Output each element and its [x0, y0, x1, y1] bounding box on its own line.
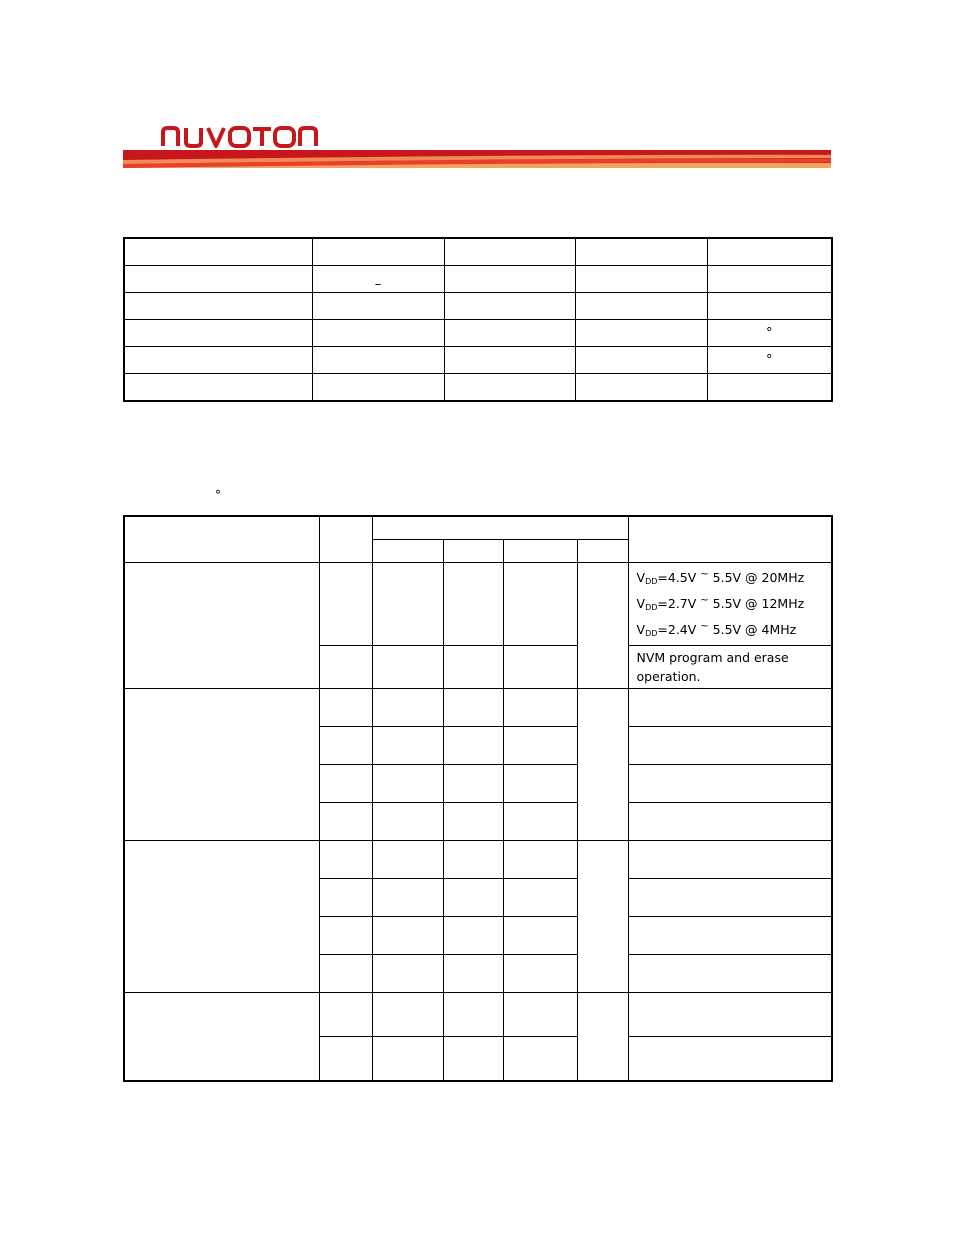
- table-cell: [443, 1037, 503, 1081]
- degree-note: °: [215, 488, 221, 502]
- table-cell: [372, 803, 443, 841]
- table-cell: [707, 238, 832, 266]
- table-row: [124, 993, 832, 1037]
- table-cell: [503, 563, 577, 646]
- table-cell: [628, 993, 832, 1037]
- table-cell: [124, 689, 319, 841]
- table-row: [124, 563, 832, 646]
- table-cell: [319, 841, 372, 879]
- table-cell: [444, 347, 575, 374]
- table-row: [124, 238, 832, 266]
- table-cell: [372, 879, 443, 917]
- table-cell: [372, 993, 443, 1037]
- table-header-row: [124, 516, 832, 540]
- nvm-condition-line: NVM program and erase: [636, 650, 789, 665]
- table-cell: [577, 563, 628, 689]
- table-cell: [124, 293, 312, 320]
- table-cell: [503, 803, 577, 841]
- table-cell: [319, 879, 372, 917]
- table-cell: [707, 293, 832, 320]
- table-cell: [575, 266, 707, 293]
- table-cell: [628, 917, 832, 955]
- specs-table-1: [123, 237, 833, 402]
- table-cell: [575, 238, 707, 266]
- condition-cell-vdd: [628, 563, 832, 646]
- table-cell: [628, 803, 832, 841]
- table-header-cell: [503, 540, 577, 563]
- table-cell: [372, 955, 443, 993]
- table-cell: [503, 689, 577, 727]
- table-cell: [124, 841, 319, 993]
- table-cell: [124, 374, 312, 402]
- table-cell: [707, 374, 832, 402]
- table-cell: [628, 955, 832, 993]
- table-cell: [319, 765, 372, 803]
- table-cell: [443, 727, 503, 765]
- table-cell: [577, 689, 628, 841]
- table-cell: [628, 879, 832, 917]
- table-cell: [503, 646, 577, 689]
- table-cell: [312, 320, 444, 347]
- table-cell: [312, 266, 444, 293]
- specs-table-2: [123, 515, 833, 1082]
- table-row: [124, 689, 832, 727]
- table-header-cell: [124, 516, 319, 563]
- table-cell: [124, 238, 312, 266]
- table-header-cell: [372, 540, 443, 563]
- table-row: [124, 320, 832, 347]
- table-cell: [503, 765, 577, 803]
- table-cell: [443, 765, 503, 803]
- table-cell: [312, 374, 444, 402]
- table-cell: [319, 955, 372, 993]
- table-cell: [575, 374, 707, 402]
- table-cell: [319, 803, 372, 841]
- table-cell: [443, 563, 503, 646]
- table-cell: [312, 238, 444, 266]
- table-cell: [628, 727, 832, 765]
- table-cell: [372, 765, 443, 803]
- table-cell: [503, 917, 577, 955]
- table-cell: [575, 320, 707, 347]
- table-cell: [372, 917, 443, 955]
- table-cell: [503, 1037, 577, 1081]
- table-cell: [372, 1037, 443, 1081]
- table-cell: [503, 993, 577, 1037]
- table-cell: [372, 727, 443, 765]
- table-cell: [443, 955, 503, 993]
- table-cell: [628, 841, 832, 879]
- table-cell: [124, 266, 312, 293]
- nuvoton-logo: [160, 122, 324, 148]
- table-cell: [444, 374, 575, 402]
- table-cell: [444, 238, 575, 266]
- table-cell: [443, 879, 503, 917]
- table-header-cell: [372, 516, 628, 540]
- table-cell: [124, 320, 312, 347]
- table-cell: [124, 563, 319, 689]
- table-cell: [577, 841, 628, 993]
- table-cell: [319, 1037, 372, 1081]
- table-cell: [444, 293, 575, 320]
- nvm-condition-line: operation.: [636, 669, 701, 684]
- table-cell: [503, 879, 577, 917]
- vdd-condition-line: $V_{DD}=2.7V$ ~ 5.5V @ 12MHz: [636, 595, 805, 612]
- table-cell: [312, 347, 444, 374]
- table-cell: [575, 347, 707, 374]
- table-row: [124, 347, 832, 374]
- table-cell: [372, 841, 443, 879]
- table-cell: [443, 993, 503, 1037]
- header-band: [123, 148, 831, 168]
- table-cell: [319, 563, 372, 646]
- table-cell: [577, 993, 628, 1081]
- table-cell: [628, 765, 832, 803]
- table-cell: [444, 266, 575, 293]
- table-cell: [444, 320, 575, 347]
- table-cell: [443, 689, 503, 727]
- table-cell: [312, 293, 444, 320]
- table-cell: [443, 803, 503, 841]
- table-cell: [503, 727, 577, 765]
- table-row: [124, 266, 832, 293]
- table-cell: [372, 689, 443, 727]
- condition-cell-nvm: [628, 646, 832, 689]
- table-cell: [707, 266, 832, 293]
- table-header-cell: [577, 540, 628, 563]
- table-header-cell: [443, 540, 503, 563]
- table-cell: [443, 841, 503, 879]
- table-row: [124, 374, 832, 402]
- table-cell: [319, 646, 372, 689]
- table-header-cell: [319, 516, 372, 563]
- table-cell: [372, 563, 443, 646]
- table-cell: [124, 347, 312, 374]
- unit-cell: °: [707, 347, 832, 374]
- table-cell: [124, 993, 319, 1081]
- table-cell: [628, 1037, 832, 1081]
- table-cell: [319, 689, 372, 727]
- table-row: [124, 841, 832, 879]
- table-cell: [372, 646, 443, 689]
- table-cell: [443, 917, 503, 955]
- table-cell: [628, 689, 832, 727]
- table-cell: [575, 293, 707, 320]
- table-cell: [443, 646, 503, 689]
- vdd-condition-line: $V_{DD}=2.4V$ ~ 5.5V @ 4MHz: [636, 621, 797, 638]
- vdd-condition-line: $V_{DD}=4.5V$ ~ 5.5V @ 20MHz: [636, 569, 805, 586]
- table-row: [124, 293, 832, 320]
- table-cell: [319, 917, 372, 955]
- unit-cell: °: [707, 320, 832, 347]
- table-cell: [319, 993, 372, 1037]
- dash-mark: –: [374, 276, 382, 292]
- table-cell: [319, 727, 372, 765]
- table-cell: [503, 955, 577, 993]
- table-header-cell: [628, 516, 832, 563]
- table-cell: [503, 841, 577, 879]
